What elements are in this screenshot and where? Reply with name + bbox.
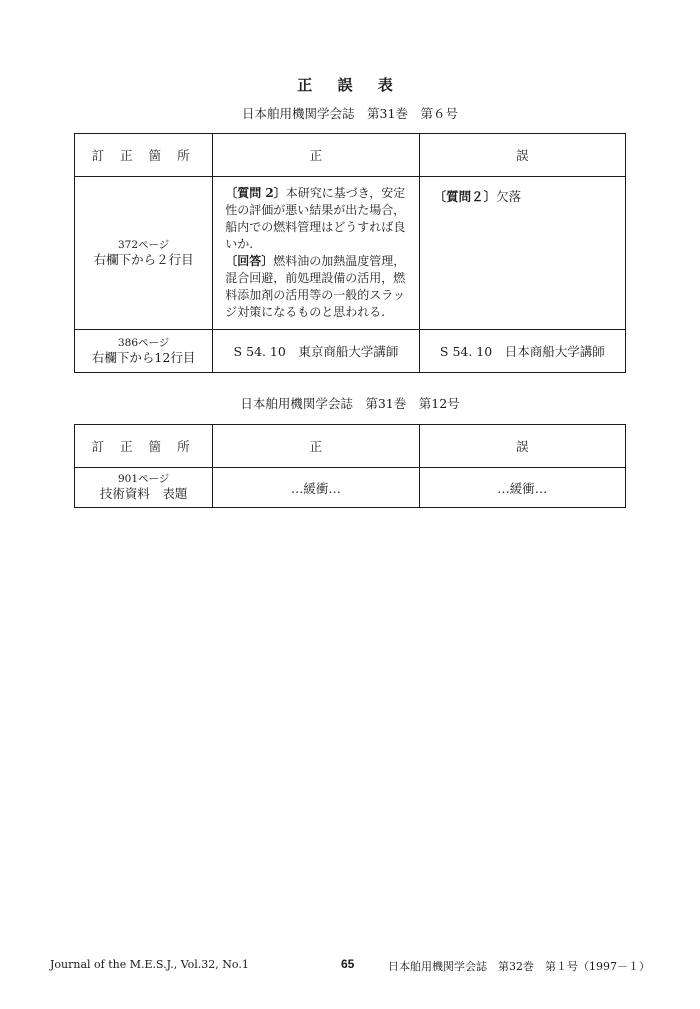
location-page: 386ページ <box>117 336 170 349</box>
correct-text: 本研究に基づき，安定 <box>285 186 406 200</box>
location-page: 901ページ <box>117 473 170 486</box>
location-line: 技術資料 表題 <box>99 486 188 502</box>
table-row <box>75 330 626 373</box>
section2-subtitle: 日本舶用機関学会誌 第31巻 第12号 <box>240 396 460 411</box>
correct-text: 燃料油の加熱温度管理， <box>273 254 406 268</box>
header-location: 訂 正 箇 所 <box>75 134 213 177</box>
correct-cell <box>213 177 419 330</box>
correct-text: 料添加剤の活用等の一般的スラッ <box>225 288 406 302</box>
location-cell <box>75 468 213 508</box>
location-cell <box>75 177 213 330</box>
errata-table-1 <box>74 133 626 373</box>
correct-text: ジ対策になるものと思われる. <box>225 305 386 319</box>
error-cell: S 54. 10 日本商船大学講師 <box>419 330 625 373</box>
page-title: 正 誤 表 <box>297 76 403 94</box>
header-correct: 正 <box>213 134 419 177</box>
error-text: 欠落 <box>496 189 522 204</box>
footer-journal-jp: 日本舶用機関学会誌 第32巻 第１号（1997－１） <box>388 960 650 973</box>
table-row <box>75 468 626 508</box>
answer-tag: 〔回答〕 <box>225 254 274 268</box>
location-cell <box>75 330 213 373</box>
question-tag: 〔質問２〕 <box>433 189 497 204</box>
error-cell <box>419 177 625 330</box>
footer-journal: Journal of the M.E.S.J., Vol.32, No.1 <box>50 958 249 971</box>
header-correct: 正 <box>213 425 419 468</box>
table-header-row <box>75 425 626 468</box>
section1-subtitle: 日本舶用機関学会誌 第31巻 第６号 <box>242 106 458 121</box>
location-page: 372ページ <box>117 238 170 251</box>
table-header-row <box>75 134 626 177</box>
error-cell: …緩衝… <box>419 468 625 508</box>
correct-text: 船内での燃料管理はどうすれば良 <box>225 220 406 234</box>
correct-cell: S 54. 10 東京商船大学講師 <box>213 330 419 373</box>
header-location: 訂 正 箇 所 <box>75 425 213 468</box>
page-number: 65 <box>341 957 355 971</box>
table-row <box>75 177 626 330</box>
correct-cell: …緩衝… <box>213 468 419 508</box>
errata-table-2 <box>74 424 626 508</box>
header-error: 誤 <box>419 425 625 468</box>
correct-text: 混合回避，前処理設備の活用，燃 <box>225 271 406 285</box>
question-tag: 〔質問 2〕 <box>225 186 286 200</box>
correct-text: いか. <box>225 237 254 251</box>
header-error: 誤 <box>419 134 625 177</box>
correct-text: 性の評価が悪い結果が出た場合， <box>225 203 406 217</box>
page-footer <box>50 958 650 974</box>
location-line: 右欄下から12行目 <box>91 349 196 365</box>
location-line: 右欄下から２行目 <box>93 251 194 267</box>
